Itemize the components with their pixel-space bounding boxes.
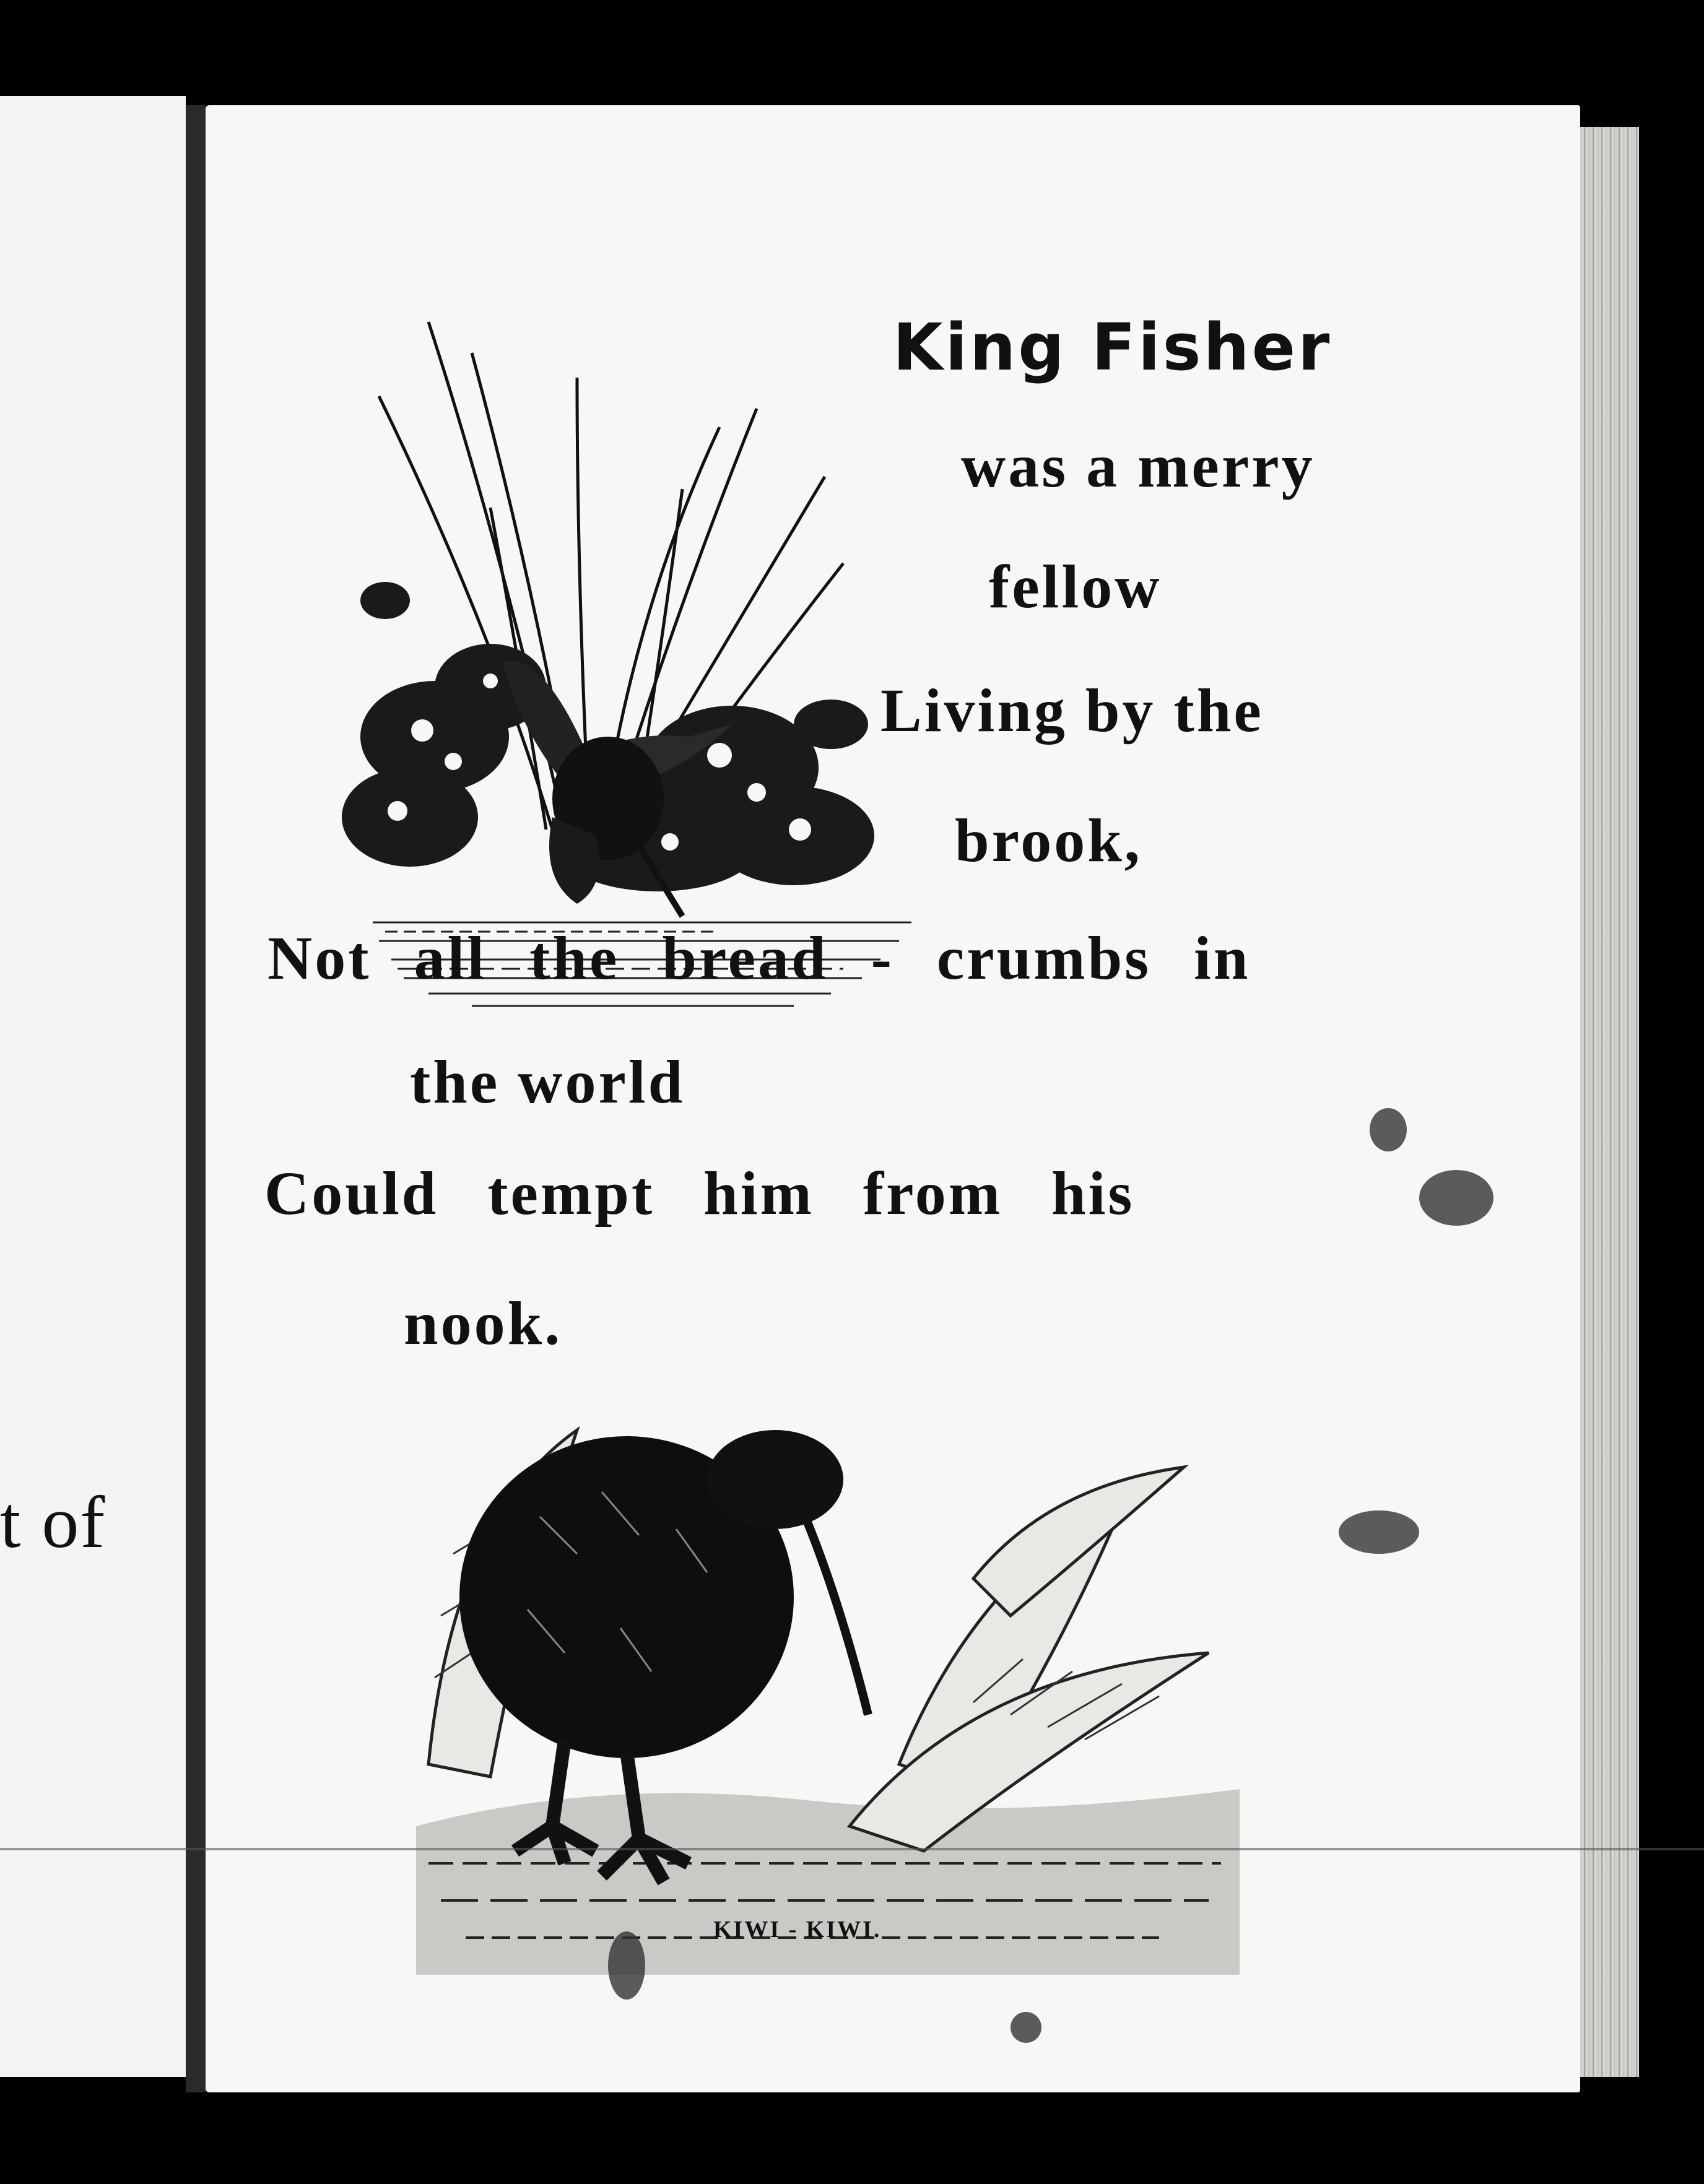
poem-title: King Fisher bbox=[893, 310, 1332, 385]
kiwi-illustration bbox=[416, 1393, 1258, 1975]
page-stain bbox=[608, 1931, 645, 2000]
kingfisher-illustration bbox=[286, 303, 961, 1015]
poem-line-2: fellow bbox=[989, 552, 1162, 621]
book-gutter bbox=[186, 105, 206, 2092]
page-stain bbox=[1011, 2012, 1041, 2043]
page-stain bbox=[1339, 1510, 1419, 1554]
poem-line-7: Could tempt him from his bbox=[264, 1159, 1135, 1228]
page-stack-edge bbox=[1580, 127, 1639, 2077]
poem-line-8: nook. bbox=[404, 1289, 563, 1358]
kiwi-icon bbox=[416, 1393, 1258, 1975]
poem-line-6: the world bbox=[410, 1047, 685, 1116]
kingfisher-icon bbox=[286, 303, 961, 1015]
poem-line-1: was a merry bbox=[961, 431, 1315, 500]
page-stain bbox=[1370, 1108, 1407, 1151]
poem-line-5: Not all the bread - crumbs in bbox=[267, 924, 1251, 992]
poem-line-3: Living by the bbox=[880, 676, 1264, 745]
page-stain bbox=[1419, 1170, 1493, 1226]
scan-artifact-line bbox=[0, 1848, 1704, 1850]
book-page bbox=[206, 105, 1580, 2092]
left-facing-page bbox=[0, 96, 186, 2077]
left-page-text-fragment: t of bbox=[0, 1481, 106, 1563]
poem-line-4: brook, bbox=[955, 806, 1142, 875]
illustration-caption: KIWI - KIWI. bbox=[713, 1917, 882, 1943]
